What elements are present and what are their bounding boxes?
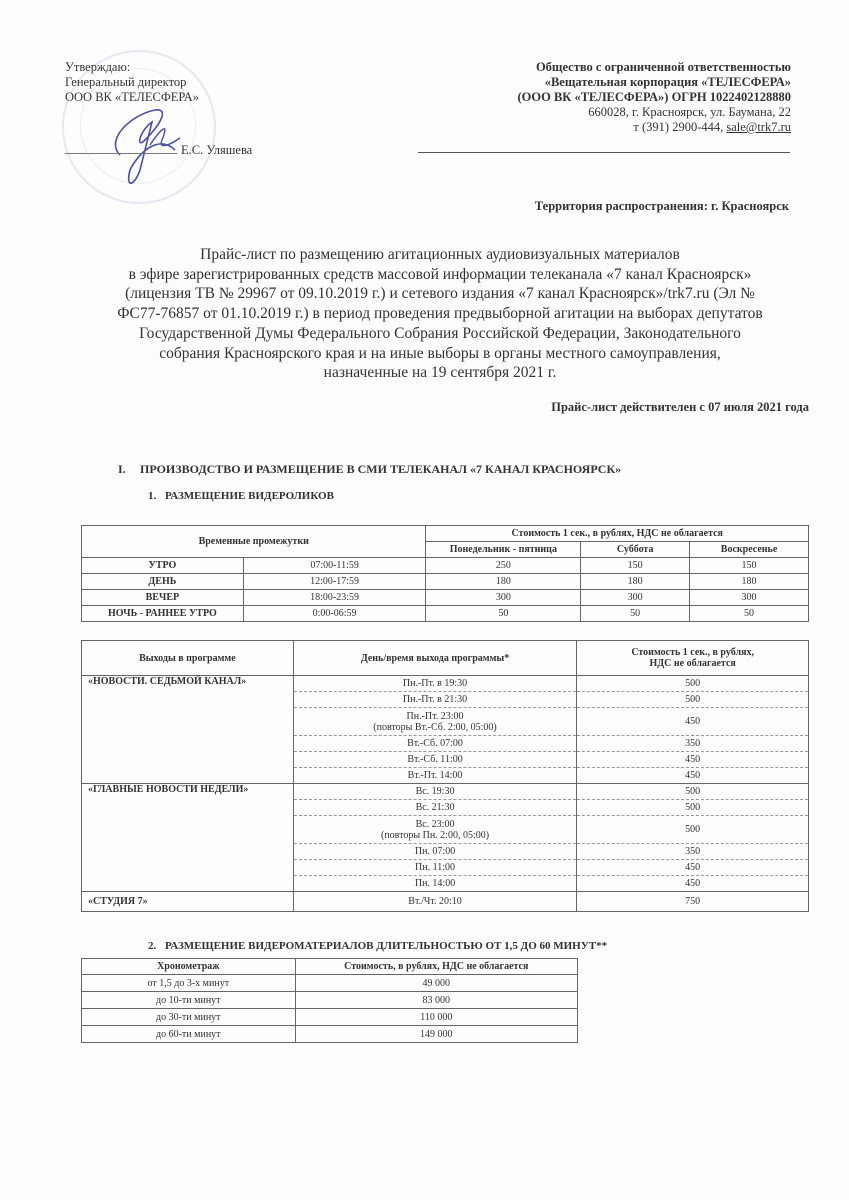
period-label: УТРО — [82, 558, 244, 574]
subsection-heading — [148, 940, 607, 952]
company-address: 660028, г. Красноярск, ул. Баумана, 22 — [588, 105, 791, 119]
signer-name: Е.С. Уляшева — [181, 143, 253, 157]
slot-time — [293, 816, 577, 844]
approval-block — [65, 60, 199, 105]
header-divider — [418, 152, 790, 153]
signature-icon — [100, 100, 190, 195]
slot-time: Пн. 07:00 — [293, 844, 577, 860]
slot-time-main: Вс. 23:00 — [415, 818, 455, 830]
title-line: Государственной Думы Федерального Собрания Российской Федерации, Законодательного — [139, 324, 741, 342]
period-time: 12:00-17:59 — [243, 574, 426, 590]
program-slot-price-table — [81, 640, 809, 912]
header-duration: Хронометраж — [82, 959, 296, 975]
header-weekday: Понедельник - пятница — [426, 542, 581, 558]
price-weekday: 180 — [426, 574, 581, 590]
program-name: «СТУДИЯ 7» — [82, 892, 294, 912]
price-weekday: 250 — [426, 558, 581, 574]
slot-price: 450 — [577, 708, 809, 736]
title-line: Прайс-лист по размещению агитационных аудиовизуальных материалов — [200, 246, 680, 263]
duration: от 1,5 до 3-х минут — [82, 975, 296, 992]
slot-time: Вт./Чт. 20:10 — [293, 892, 577, 912]
title-line: ФС77-76857 от 01.10.2019 г.) в период проведения предвыборной агитации на выборах депутатов — [117, 305, 763, 323]
header-cost: Стоимость, в рублях, НДС не облагается — [295, 959, 577, 975]
table-row — [82, 574, 809, 590]
slot-price: 500 — [577, 816, 809, 844]
company-contacts — [517, 120, 791, 135]
company-legal-form: Общество с ограниченной ответственностью — [535, 60, 791, 74]
price-saturday: 150 — [581, 558, 690, 574]
slot-time: Пн. 14:00 — [293, 876, 577, 892]
slot-repeat-note: (повторы Пн. 2:00, 05:00) — [380, 829, 490, 841]
price-sunday: 150 — [690, 558, 809, 574]
table-row — [82, 676, 809, 692]
slot-time: Пн.-Пт. в 21:30 — [293, 692, 577, 708]
table-row — [82, 558, 809, 574]
slot-price: 450 — [577, 768, 809, 784]
price: 110 000 — [295, 1009, 577, 1026]
approval-position: Генеральный директор — [65, 75, 187, 89]
program-name: «ГЛАВНЫЕ НОВОСТИ НЕДЕЛИ» — [82, 784, 294, 892]
price-weekday: 50 — [426, 606, 581, 622]
approval-label: Утверждаю: — [65, 60, 131, 74]
slot-time-main: Пн.-Пт. 23:00 — [406, 710, 464, 722]
table-row — [82, 1009, 578, 1026]
slot-price: 500 — [577, 692, 809, 708]
header-airtime: День/время выхода программы* — [293, 641, 577, 676]
slot-time: Вт.-Сб. 07:00 — [293, 736, 577, 752]
price-sunday: 300 — [690, 590, 809, 606]
company-name: «Вещательная корпорация «ТЕЛЕСФЕРА» — [544, 75, 791, 89]
section-heading — [118, 462, 621, 477]
price: 83 000 — [295, 992, 577, 1009]
header-saturday: Суббота — [581, 542, 690, 558]
price: 49 000 — [295, 975, 577, 992]
header-program: Выходы в программе — [82, 641, 294, 676]
period-time: 0:00-06:59 — [243, 606, 426, 622]
table-row — [82, 606, 809, 622]
subsection-number: 2. — [148, 940, 157, 952]
subsection-heading — [148, 490, 334, 502]
time-slot-price-table — [81, 525, 809, 622]
slot-time: Вт.-Пт. 14:00 — [293, 768, 577, 784]
slot-price: 350 — [577, 844, 809, 860]
company-email-link[interactable]: sale@trk7.ru — [726, 120, 791, 134]
slot-price: 450 — [577, 860, 809, 876]
table-row — [82, 892, 809, 912]
document-title — [70, 245, 810, 383]
duration-price-table — [81, 958, 578, 1043]
title-line: (лицензия ТВ № 29967 от 09.10.2019 г.) и сетевого издания «7 канал Красноярск»/trk7.ru (Эл № — [125, 285, 755, 303]
price-saturday: 300 — [581, 590, 690, 606]
validity-date: Прайс-лист действителен с 07 июля 2021 года — [551, 400, 809, 414]
period-time: 18:00-23:59 — [243, 590, 426, 606]
table-row — [82, 992, 578, 1009]
table-row — [82, 1026, 578, 1043]
price: 149 000 — [295, 1026, 577, 1043]
header-cost-line: НДС не облагается — [649, 658, 736, 669]
section-number: I. — [118, 462, 126, 476]
signature-line — [65, 153, 177, 154]
header-cost — [577, 641, 809, 676]
slot-time: Вс. 21:30 — [293, 800, 577, 816]
price-weekday: 300 — [426, 590, 581, 606]
slot-price: 500 — [577, 676, 809, 692]
company-phone: т (391) 2900-444, — [633, 120, 727, 134]
header-sunday: Воскресенье — [690, 542, 809, 558]
price-saturday: 180 — [581, 574, 690, 590]
slot-time — [293, 708, 577, 736]
slot-repeat-note: (повторы Вт.-Сб. 2:00, 05:00) — [373, 721, 497, 733]
slot-price: 450 — [577, 752, 809, 768]
program-name: «НОВОСТИ. СЕДЬМОЙ КАНАЛ» — [82, 676, 294, 784]
company-details — [517, 60, 791, 135]
distribution-territory: Территория распространения: г. Красноярск — [534, 199, 789, 213]
duration: до 60-ти минут — [82, 1026, 296, 1043]
period-label: ДЕНЬ — [82, 574, 244, 590]
period-time: 07:00-11:59 — [243, 558, 426, 574]
title-line: назначенные на 19 сентября 2021 г. — [323, 364, 557, 382]
slot-time: Пн.-Пт. в 19:30 — [293, 676, 577, 692]
company-ogrn: (ООО ВК «ТЕЛЕСФЕРА») ОГРН 1022402128880 — [517, 90, 791, 104]
period-label: ВЕЧЕР — [82, 590, 244, 606]
title-line: собрания Красноярского края и на иные выборы в органы местного самоуправления, — [159, 344, 721, 362]
slot-price: 500 — [577, 784, 809, 800]
section-title: ПРОИЗВОДСТВО И РАЗМЕЩЕНИЕ В СМИ ТЕЛЕКАНАЛ «7 КАНАЛ КРАСНОЯРСК» — [140, 462, 622, 476]
table-row — [82, 784, 809, 800]
header-cost-line: Стоимость 1 сек., в рублях, — [631, 647, 754, 658]
subsection-title: РАЗМЕЩЕНИЕ ВИДЕРОМАТЕРИАЛОВ ДЛИТЕЛЬНОСТЬЮ ОТ 1,5 ДО 60 МИНУТ** — [165, 940, 608, 952]
title-line: в эфире зарегистрированных средств массовой информации телеканала «7 канал Красноярск» — [128, 265, 752, 283]
slot-time: Вт.-Сб. 11:00 — [293, 752, 577, 768]
duration: до 10-ти минут — [82, 992, 296, 1009]
price-sunday: 50 — [690, 606, 809, 622]
slot-price: 450 — [577, 876, 809, 892]
slot-price: 750 — [577, 892, 809, 912]
slot-time: Пн. 11:00 — [293, 860, 577, 876]
subsection-number: 1. — [148, 490, 157, 502]
slot-price: 500 — [577, 800, 809, 816]
table-row — [82, 975, 578, 992]
duration: до 30-ти минут — [82, 1009, 296, 1026]
header-cost: Стоимость 1 сек., в рублях, НДС не облагается — [426, 526, 809, 542]
subsection-title: РАЗМЕЩЕНИЕ ВИДЕРОЛИКОВ — [165, 490, 334, 502]
price-sunday: 180 — [690, 574, 809, 590]
header-periods: Временные промежутки — [82, 526, 426, 558]
slot-time: Вс. 19:30 — [293, 784, 577, 800]
approval-company: ООО ВК «ТЕЛЕСФЕРА» — [65, 90, 199, 104]
price-saturday: 50 — [581, 606, 690, 622]
table-row — [82, 590, 809, 606]
slot-price: 350 — [577, 736, 809, 752]
period-label: НОЧЬ - РАННЕЕ УТРО — [82, 606, 244, 622]
